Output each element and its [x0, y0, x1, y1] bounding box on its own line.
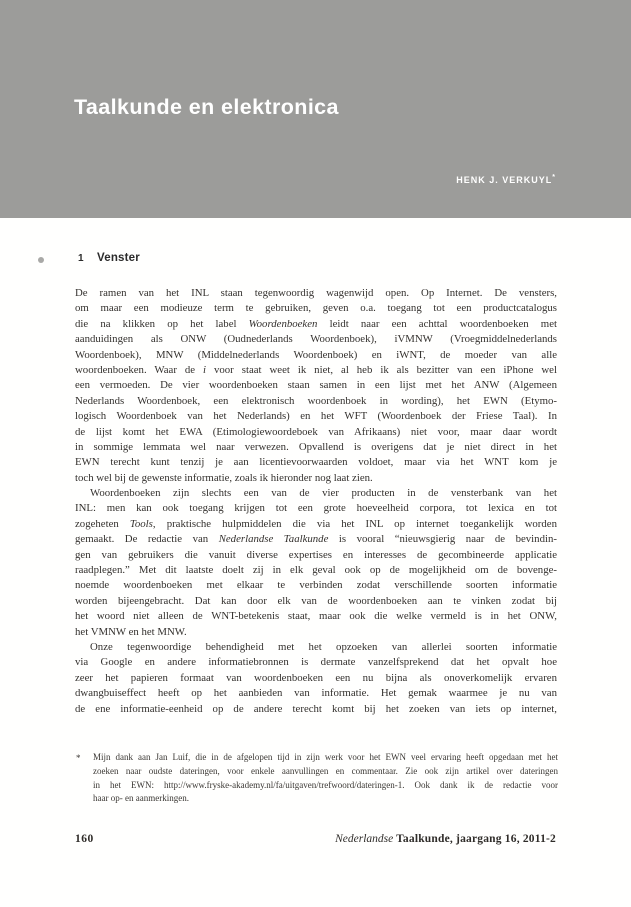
text: een vermoeden. De vier woordenboeken staan samen in een lijst met het ANW (Algemeen [75, 379, 557, 392]
body-line [75, 625, 557, 640]
body-line [75, 409, 557, 424]
paragraph [75, 486, 557, 640]
text: noemde woordenboeken met elkaar te verbinden zodat verschillende soorten informatie [75, 579, 557, 592]
body-line [75, 332, 557, 347]
body-text [75, 286, 557, 717]
body-line [75, 517, 557, 532]
body-line [75, 455, 557, 470]
text: de ene informatie-eenheid op de andere terecht komt bij het zoeken van iets op internet, [75, 702, 557, 715]
text: via Google en andere informatiebronnen is dermate vanzelfsprekend dat het opvalt hoe [75, 656, 557, 669]
body-line [75, 702, 557, 717]
body-line [75, 471, 557, 486]
text: in sommige lemmata wel naar verwezen. Opvallend is overigens dat je niet direct in het [75, 440, 557, 453]
footnote-line: haar op- en aanmerkingen. [93, 793, 189, 804]
body-line [75, 394, 557, 409]
body-line [75, 348, 557, 363]
text: zeer het papieren formaat van woordenboeken een nu bijna als onoverkomelijk ervaren [75, 671, 557, 684]
text: woordenboeken. Waar de [75, 363, 204, 376]
text: gemaakt. De redactie van [75, 533, 219, 546]
italic-text: i [203, 363, 207, 376]
journal-title [335, 833, 556, 845]
body-line [75, 317, 557, 332]
body-line [75, 286, 557, 301]
body-line [75, 425, 557, 440]
paragraph [75, 640, 557, 717]
footnote-line: in het EWN: http://www.fryske-akademy.nl/fa/uitgaven/trefwoord/dateringen-1. Ook dank ik de redactie voor [93, 779, 558, 790]
text: logisch Woordenboek van het Nederlands) en het WFT (Woordenboek der Friese Taal). In [75, 410, 557, 423]
section-heading [0, 252, 631, 268]
text: is vooral “nieuwsgierig naar de bevindin- [328, 533, 557, 546]
italic-text: Nederlandse Taalkunde [218, 533, 329, 546]
body-line [75, 301, 557, 316]
text: raadplegen.” Met dit laatste doelt zij in elk geval ook op de mogelijkheid om de bovenge- [75, 564, 557, 577]
text: voor staat weet ik niet, al heb ik als bezitter van een iPhone wel [206, 363, 557, 376]
text: , praktische hulpmiddelen die via het INL op internet toegankelijk worden [152, 517, 557, 530]
body-line [75, 594, 557, 609]
page-number: 160 [75, 833, 94, 845]
body-line [75, 686, 557, 701]
footnote-line: zoeken naar oudste dateringen, voor enkele aanvullingen en commentaar. Zie ook zijn artikel over dateringen [93, 765, 558, 776]
text: gen van gebruikers die vanuit diverse expertises en interesses de gecombineerde applicatie [75, 548, 557, 561]
text: toch wel bij de gewenste informatie, zoals ik hieronder nog laat zien. [75, 471, 373, 484]
journal-issue-bold: Taalkunde, jaargang 16, 2011-2 [393, 833, 556, 845]
body-line [75, 378, 557, 393]
text: aanduidingen als ONW (Oudnederlands Woordenboek), iVMNW (Vroegmiddelnederlands [75, 333, 557, 346]
text: Onze tegenwoordige behendigheid met het opzoeken van allerlei soorten informatie [90, 640, 557, 653]
body-line [75, 563, 557, 578]
text: het woord niet alleen de WNT-betekenis staat, maar ook die welke vermeld is in het ONW, [75, 610, 557, 623]
text: Woordenboek), MNW (Middelnederlands Woordenboek) en iWNT, de moeder van alle [75, 348, 557, 361]
section-title: Venster [97, 252, 140, 264]
text: de lijst komt het EWA (Etimologiewoordeboek van Afrikaans) niet voor, maar daar wordt [75, 425, 557, 438]
text: om maar een modieuze term te gebruiken, geven o.a. toegang tot een productcatalogus [75, 302, 557, 315]
section-number: 1 [78, 253, 84, 264]
body-line [75, 548, 557, 563]
text: dwangbuiseffect heeft op het aanbieden van informatie. Het gemak waarmee je nu van [75, 687, 557, 700]
body-line [75, 501, 557, 516]
text: het VMNW en het MNW. [75, 625, 187, 638]
text: die na klikken op het label [75, 317, 249, 330]
footnote-lines [75, 751, 558, 806]
body-line [75, 609, 557, 624]
paragraph [75, 286, 557, 486]
journal-name-italic: Nederlandse [335, 833, 394, 845]
page-title: Taalkunde en elektronica [74, 95, 339, 119]
text: De ramen van het INL staan tegenwoordig wagenwijd open. Op Internet. De vensters, [75, 287, 557, 299]
body-line [75, 640, 557, 655]
body-line [75, 532, 557, 547]
footnote-marker: * [76, 753, 81, 763]
section-bullet-icon [38, 257, 44, 263]
author-footnote-marker: * [552, 174, 555, 181]
footnote-line: Mijn dank aan Jan Luif, die in de afgelopen tijd in zijn werk voor het EWN veel ervaring heeft opgedaan met het [93, 752, 558, 762]
author-name: HENK J. VERKUYL [456, 175, 553, 185]
text: EWN terecht kunt tenzij je aan licentievoorwaarden voldoet, maar via het WNT kom je [75, 456, 557, 469]
header-block [0, 0, 631, 218]
text: Nederlands Woordenboek, een elektronisch woordenboek in wording), het EWN (Etymo- [75, 394, 557, 407]
body-line [75, 671, 557, 686]
text: leidt naar een achttal woordenboeken met [317, 317, 557, 330]
text: INL: men kan ook toegang krijgen tot een grote hoeveelheid corpora, tot lexica en tot [75, 502, 557, 515]
text: worden bijeengebracht. Dat kan door elk van de woordenboeken aan te vinken zodat bij [75, 594, 557, 607]
text: Woordenboeken zijn slechts een van de vier producten in de vensterbank van het [90, 487, 557, 500]
body-line [75, 486, 557, 501]
italic-text: Woordenboeken [248, 317, 318, 330]
body-line [75, 578, 557, 593]
text: zogeheten [75, 517, 130, 530]
body-line [75, 655, 557, 670]
footnote [75, 751, 558, 806]
body-line [75, 440, 557, 455]
body-line [75, 363, 557, 378]
author-line [456, 174, 555, 185]
italic-text: Tools [129, 517, 153, 530]
